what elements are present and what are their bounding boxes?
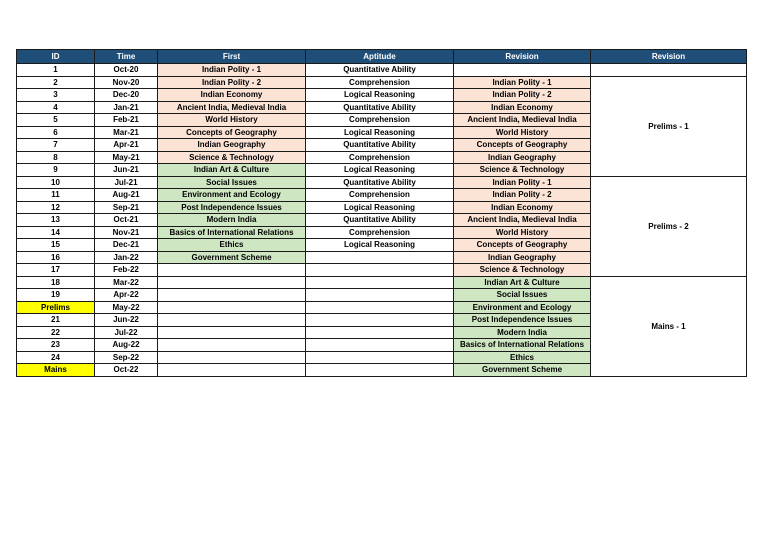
revision-cell: World History [454, 226, 591, 239]
time-cell: Apr-22 [95, 289, 158, 302]
time-cell: Jun-21 [95, 164, 158, 177]
revision-cell: Indian Polity - 1 [454, 176, 591, 189]
first-cell: Social Issues [158, 176, 306, 189]
aptitude-cell: Comprehension [306, 226, 454, 239]
id-cell: 9 [17, 164, 95, 177]
time-cell: Sep-21 [95, 201, 158, 214]
first-cell: Indian Art & Culture [158, 164, 306, 177]
first-cell: Modern India [158, 214, 306, 227]
time-cell: Mar-22 [95, 276, 158, 289]
first-cell: Indian Polity - 2 [158, 76, 306, 89]
id-cell: 7 [17, 139, 95, 152]
revision-cell: Indian Economy [454, 201, 591, 214]
header-revision-phase: Revision [591, 50, 747, 64]
first-cell: Indian Polity - 1 [158, 64, 306, 77]
id-cell: 1 [17, 64, 95, 77]
time-cell: Dec-20 [95, 89, 158, 102]
first-cell [158, 339, 306, 352]
header-id: ID [17, 50, 95, 64]
id-cell: 2 [17, 76, 95, 89]
aptitude-cell: Quantitative Ability [306, 101, 454, 114]
table-body [17, 64, 747, 377]
time-cell: Jun-22 [95, 314, 158, 327]
id-cell: 23 [17, 339, 95, 352]
aptitude-cell: Quantitative Ability [306, 64, 454, 77]
revision-cell: Ancient India, Medieval India [454, 114, 591, 127]
revision-cell: Indian Geography [454, 151, 591, 164]
revision-cell: Post Independence Issues [454, 314, 591, 327]
aptitude-cell: Comprehension [306, 189, 454, 202]
phase-cell: Prelims - 1 [591, 76, 747, 176]
revision-cell: Ethics [454, 351, 591, 364]
revision-cell: Indian Geography [454, 251, 591, 264]
revision-cell: Concepts of Geography [454, 139, 591, 152]
time-cell: Jan-21 [95, 101, 158, 114]
aptitude-cell: Logical Reasoning [306, 89, 454, 102]
header-aptitude: Aptitude [306, 50, 454, 64]
aptitude-cell: Quantitative Ability [306, 139, 454, 152]
phase-cell: Prelims - 2 [591, 176, 747, 276]
first-cell: World History [158, 114, 306, 127]
header-revision: Revision [454, 50, 591, 64]
time-cell: Nov-20 [95, 76, 158, 89]
id-cell: 10 [17, 176, 95, 189]
aptitude-cell [306, 351, 454, 364]
time-cell: Oct-22 [95, 364, 158, 377]
first-cell [158, 289, 306, 302]
first-cell: Government Scheme [158, 251, 306, 264]
id-cell: 16 [17, 251, 95, 264]
time-cell: Oct-21 [95, 214, 158, 227]
first-cell: Ethics [158, 239, 306, 252]
aptitude-cell: Comprehension [306, 76, 454, 89]
aptitude-cell [306, 289, 454, 302]
time-cell: Apr-21 [95, 139, 158, 152]
id-cell: Mains [17, 364, 95, 377]
aptitude-cell: Comprehension [306, 114, 454, 127]
id-cell: 3 [17, 89, 95, 102]
aptitude-cell: Logical Reasoning [306, 201, 454, 214]
revision-cell: Basics of International Relations [454, 339, 591, 352]
aptitude-cell [306, 326, 454, 339]
id-cell: 17 [17, 264, 95, 277]
first-cell: Ancient India, Medieval India [158, 101, 306, 114]
first-cell [158, 314, 306, 327]
first-cell [158, 364, 306, 377]
id-cell: 8 [17, 151, 95, 164]
revision-cell: Indian Economy [454, 101, 591, 114]
aptitude-cell [306, 251, 454, 264]
revision-cell: Indian Art & Culture [454, 276, 591, 289]
id-cell: 18 [17, 276, 95, 289]
time-cell: May-22 [95, 301, 158, 314]
first-cell: Science & Technology [158, 151, 306, 164]
time-cell: Feb-22 [95, 264, 158, 277]
revision-cell: Ancient India, Medieval India [454, 214, 591, 227]
id-cell: 11 [17, 189, 95, 202]
id-cell: 14 [17, 226, 95, 239]
table-row [17, 176, 747, 189]
aptitude-cell [306, 276, 454, 289]
time-cell: Sep-22 [95, 351, 158, 364]
aptitude-cell [306, 301, 454, 314]
revision-cell: Environment and Ecology [454, 301, 591, 314]
revision-cell: Science & Technology [454, 264, 591, 277]
first-cell [158, 351, 306, 364]
first-cell: Indian Geography [158, 139, 306, 152]
time-cell: Aug-21 [95, 189, 158, 202]
id-cell: 12 [17, 201, 95, 214]
aptitude-cell: Comprehension [306, 151, 454, 164]
aptitude-cell [306, 314, 454, 327]
id-cell: 21 [17, 314, 95, 327]
time-cell: May-21 [95, 151, 158, 164]
revision-cell: Science & Technology [454, 164, 591, 177]
id-cell: 19 [17, 289, 95, 302]
schedule-table [16, 49, 747, 377]
id-cell: Prelims [17, 301, 95, 314]
time-cell: Jul-22 [95, 326, 158, 339]
aptitude-cell [306, 339, 454, 352]
first-cell: Environment and Ecology [158, 189, 306, 202]
time-cell: Oct-20 [95, 64, 158, 77]
revision-cell: World History [454, 126, 591, 139]
first-cell [158, 276, 306, 289]
first-cell: Basics of International Relations [158, 226, 306, 239]
revision-cell: Concepts of Geography [454, 239, 591, 252]
aptitude-cell [306, 364, 454, 377]
aptitude-cell: Quantitative Ability [306, 214, 454, 227]
header-first: First [158, 50, 306, 64]
id-cell: 22 [17, 326, 95, 339]
aptitude-cell [306, 264, 454, 277]
time-cell: Nov-21 [95, 226, 158, 239]
aptitude-cell: Logical Reasoning [306, 239, 454, 252]
header-time: Time [95, 50, 158, 64]
first-cell: Indian Economy [158, 89, 306, 102]
revision-cell [454, 64, 591, 77]
revision-cell: Indian Polity - 2 [454, 89, 591, 102]
header-row [17, 50, 747, 64]
id-cell: 6 [17, 126, 95, 139]
id-cell: 13 [17, 214, 95, 227]
time-cell: Mar-21 [95, 126, 158, 139]
time-cell: Dec-21 [95, 239, 158, 252]
revision-cell: Modern India [454, 326, 591, 339]
id-cell: 15 [17, 239, 95, 252]
first-cell [158, 264, 306, 277]
aptitude-cell: Logical Reasoning [306, 164, 454, 177]
first-cell: Post Independence Issues [158, 201, 306, 214]
first-cell [158, 326, 306, 339]
revision-cell: Indian Polity - 1 [454, 76, 591, 89]
time-cell: Jul-21 [95, 176, 158, 189]
time-cell: Jan-22 [95, 251, 158, 264]
revision-cell: Government Scheme [454, 364, 591, 377]
time-cell: Feb-21 [95, 114, 158, 127]
table-row [17, 64, 747, 77]
id-cell: 5 [17, 114, 95, 127]
id-cell: 24 [17, 351, 95, 364]
id-cell: 4 [17, 101, 95, 114]
table-row [17, 76, 747, 89]
aptitude-cell: Quantitative Ability [306, 176, 454, 189]
time-cell: Aug-22 [95, 339, 158, 352]
revision-cell: Indian Polity - 2 [454, 189, 591, 202]
phase-cell: Mains - 1 [591, 276, 747, 376]
revision-cell: Social Issues [454, 289, 591, 302]
table-row [17, 276, 747, 289]
aptitude-cell: Logical Reasoning [306, 126, 454, 139]
phase-cell [591, 64, 747, 77]
first-cell: Concepts of Geography [158, 126, 306, 139]
first-cell [158, 301, 306, 314]
